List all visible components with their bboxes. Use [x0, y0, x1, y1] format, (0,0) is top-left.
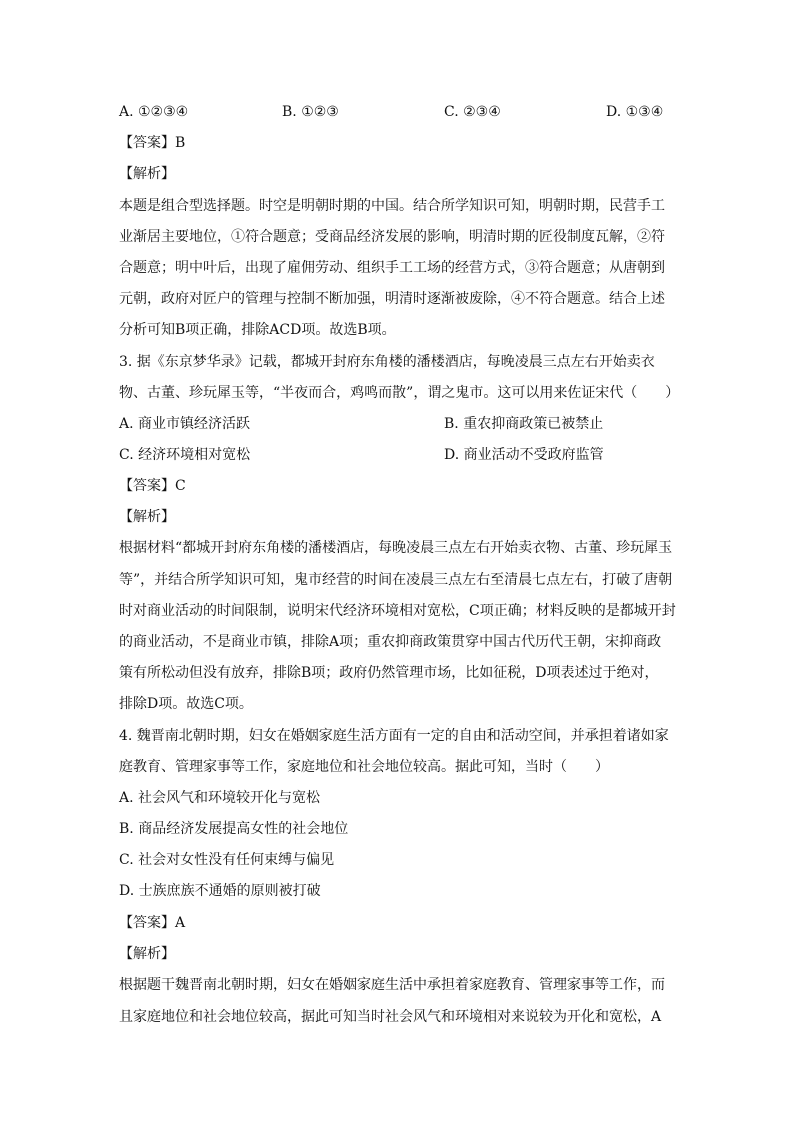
q3-option-a: A. 商业市镇经济活跃 — [119, 416, 251, 432]
q3-option-d: D. 商业活动不受政府监管 — [444, 447, 604, 463]
q2-analysis-line: 业渐居主要地位，①符合题意；受商品经济发展的影响，明清时期的匠役制度瓦解，②符 — [119, 229, 665, 245]
q2-analysis-line: 元朝，政府对匠户的管理与控制不断加强，明清时逐渐被废除，④不符合题意。结合上述 — [119, 291, 665, 307]
q2-analysis-line: 分析可知B项正确，排除ACD项。故选B项。 — [119, 322, 396, 338]
q3-option-b: B. 重农抑商政策已被禁止 — [444, 416, 604, 432]
q3-analysis-line: 时对商业活动的时间限制，说明宋代经济环境相对宽松，C项正确；材料反映的是都城开封 — [119, 603, 676, 619]
q4-analysis-label: 【解析】 — [119, 946, 175, 962]
q3-analysis-label: 【解析】 — [119, 509, 175, 525]
q3-answer: 【答案】C — [119, 478, 186, 494]
q3-analysis-line: 根据材料“都城开封府东角楼的潘楼酒店，每晚凌晨三点左右开始卖衣物、古董、珍玩犀玉 — [119, 540, 673, 556]
q4-stem-line: 庭教育、管理家事等工作，家庭地位和社会地位较高。据此可知，当时（ ） — [119, 759, 609, 775]
q3-analysis-line: 策有所松动但没有放弃，排除B项；政府仍然管理市场，比如征税，D项表述过于绝对， — [119, 665, 659, 681]
q2-option-c: C. ②③④ — [444, 104, 501, 120]
q3-stem-line: 3. 据《东京梦华录》记载，都城开封府东角楼的潘楼酒店，每晚凌晨三点左右开始卖衣 — [119, 354, 655, 370]
q4-analysis-line: 且家庭地位和社会地位较高，据此可知当时社会风气和环境相对来说较为开化和宽松，A — [119, 1009, 662, 1025]
q2-analysis-line: 合题意；明中叶后，出现了雇佣劳动、组织手工工场的经营方式，③符合题意；从唐朝到 — [119, 260, 665, 276]
q2-option-b: B. ①②③ — [282, 104, 339, 120]
q4-stem-line: 4. 魏晋南北朝时期，妇女在婚姻家庭生活方面有一定的自由和活动空间，并承担着诸如家 — [119, 728, 669, 744]
q2-option-d: D. ①③④ — [606, 104, 664, 120]
q3-analysis-line: 等”，并结合所学知识可知，鬼市经营的时间在凌晨三点左右至清晨七点左右，打破了唐朝 — [119, 572, 673, 588]
q2-analysis-line: 本题是组合型选择题。时空是明朝时期的中国。结合所学知识可知，明朝时期，民营手工 — [119, 198, 665, 214]
q3-analysis-line: 的商业活动，不是商业市镇，排除A项；重农抑商政策贯穿中国古代历代王朝，宋抑商政 — [119, 634, 662, 650]
q4-analysis-line: 根据题干魏晋南北朝时期，妇女在婚姻家庭生活中承担着家庭教育、管理家事等工作，而 — [119, 977, 665, 993]
q2-analysis-label: 【解析】 — [119, 166, 175, 182]
q4-answer: 【答案】A — [119, 915, 186, 931]
q4-option-d: D. 士族庶族不通婚的原则被打破 — [119, 883, 321, 899]
q3-option-c: C. 经济环境相对宽松 — [119, 447, 251, 463]
q4-option-a: A. 社会风气和环境较开化与宽松 — [119, 790, 321, 806]
q3-analysis-line: 排除D项。故选C项。 — [119, 696, 253, 712]
q4-option-c: C. 社会对女性没有任何束缚与偏见 — [119, 852, 335, 868]
q3-stem-line: 物、古董、珍玩犀玉等，“半夜而合，鸡鸣而散”，谓之鬼市。这可以用来佐证宋代（ ） — [119, 385, 680, 401]
q2-answer: 【答案】B — [119, 135, 186, 151]
q4-option-b: B. 商品经济发展提高女性的社会地位 — [119, 821, 349, 837]
q2-option-a: A. ①②③④ — [119, 104, 189, 120]
